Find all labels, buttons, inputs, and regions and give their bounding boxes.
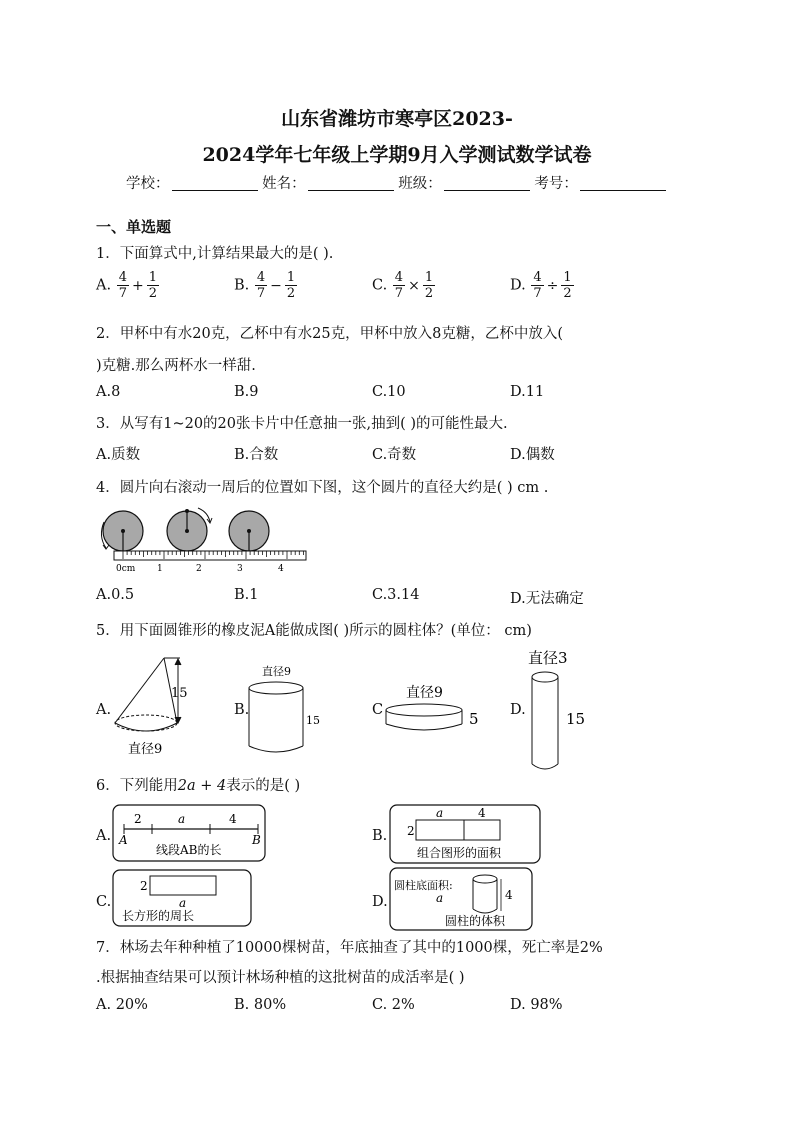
fraction: $\frac{4}{7}$ — [256, 270, 266, 301]
fraction: $\frac{1}{2}$ — [148, 270, 157, 301]
section-heading: 一、单选题 — [96, 218, 172, 236]
q6-option-a-figure — [112, 804, 268, 864]
q1-option-d[interactable]: D. $\frac{4}{7}$ ÷ $\frac{1}{2}$ — [510, 270, 572, 301]
fraction: $\frac{4}{7}$ — [533, 270, 542, 301]
svg-text:4: 4 — [229, 812, 237, 826]
class-field[interactable] — [444, 176, 530, 191]
q4-option-a[interactable]: A.0.5 — [96, 587, 135, 603]
q5-cylinder-b-figure — [244, 660, 326, 756]
svg-text:4: 4 — [505, 888, 513, 902]
rolling-disc-figure — [92, 500, 312, 578]
fraction: $\frac{1}{2}$ — [563, 270, 572, 301]
q5-cylinder-d-figure — [524, 646, 590, 774]
q6-b-caption: 组合图形的面积 — [417, 846, 502, 860]
q3-option-c[interactable]: C.奇数 — [372, 447, 417, 463]
q6-option-d-label[interactable]: D. — [372, 894, 388, 910]
cylinder-d-diameter: 直径3 — [528, 649, 568, 667]
q4-option-c[interactable]: C.3.14 — [372, 587, 420, 603]
svg-text:a: a — [178, 812, 186, 826]
exam-no-label: 考号： — [534, 176, 578, 192]
class-label: 班级： — [398, 176, 442, 192]
q1-option-c[interactable]: C. $\frac{4}{7}$ × $\frac{1}{2}$ — [372, 270, 434, 301]
school-label: 学校： — [126, 176, 170, 192]
ruler-label-0: 0cm — [116, 564, 136, 574]
q3-option-b[interactable]: B.合数 — [234, 447, 279, 463]
fraction: $\frac{4}{7}$ — [394, 270, 404, 301]
q6-a-caption: 线段AB的长 — [156, 843, 222, 857]
q6-option-b-label[interactable]: B. — [372, 828, 388, 844]
cylinder-c-diameter: 直径9 — [406, 685, 443, 701]
ruler-label-1: 1 — [157, 564, 163, 574]
q5-option-a-label[interactable]: A. — [96, 702, 112, 718]
svg-text:2: 2 — [134, 812, 142, 826]
q4-text: 4．圆片向右滚动一周后的位置如下图，这个圆片的直径大约是( ) cm . — [96, 480, 549, 496]
q6-expression: 2a + 4 — [177, 778, 227, 794]
q7-option-a[interactable]: A. 20% — [96, 997, 148, 1013]
q6-option-c-label[interactable]: C. — [96, 894, 112, 910]
fraction: $\frac{1}{2}$ — [424, 270, 434, 301]
svg-text:a: a — [436, 891, 444, 905]
q6-option-d-figure — [389, 867, 535, 933]
q6-text: 6．下列能用2a + 4表示的是( ) — [96, 778, 301, 794]
q5-cylinder-c-figure — [384, 680, 484, 740]
svg-text:a: a — [179, 896, 187, 910]
name-field[interactable] — [308, 176, 394, 191]
q1-text: 1．下面算式中,计算结果最大的是( ). — [96, 246, 334, 262]
ruler-label-4: 4 — [278, 564, 284, 574]
cone-diameter: 直径9 — [128, 742, 163, 757]
q3-text: 3．从写有1~20的20张卡片中任意抽一张,抽到( )的可能性最大. — [96, 416, 508, 432]
q7-option-d[interactable]: D. 98% — [510, 997, 563, 1013]
svg-text:2: 2 — [140, 879, 148, 893]
q2-option-c[interactable]: C.10 — [372, 384, 406, 400]
q3-option-a[interactable]: A.质数 — [96, 447, 141, 463]
svg-text:4: 4 — [478, 806, 486, 820]
info-line — [126, 172, 666, 193]
q4-option-d[interactable]: D.无法确定 — [510, 591, 584, 607]
svg-text:圆柱底面积:: 圆柱底面积: — [394, 879, 453, 892]
svg-text:A: A — [119, 833, 128, 847]
q5-option-c-label[interactable]: C — [372, 702, 384, 718]
svg-text:B: B — [252, 833, 261, 847]
school-field[interactable] — [172, 176, 258, 191]
title-line-1: 山东省潍坊市寒亭区2023- — [281, 108, 513, 130]
q7-text-line-2: .根据抽查结果可以预计林场种植的这批树苗的成活率是( ) — [96, 970, 465, 986]
cylinder-c-height: 5 — [469, 710, 479, 728]
cylinder-b-height: 15 — [306, 714, 320, 727]
q5-cone-figure — [106, 650, 202, 760]
q1-option-a[interactable]: A. $\frac{4}{7}$ + $\frac{1}{2}$ — [96, 270, 157, 301]
fraction: $\frac{4}{7}$ — [118, 270, 127, 301]
q5-text: 5．用下面圆锥形的橡皮泥A能做成图( )所示的圆柱体？(单位： cm) — [96, 623, 532, 639]
q7-option-b[interactable]: B. 80% — [234, 997, 287, 1013]
ruler-label-3: 3 — [237, 564, 243, 574]
q2-option-a[interactable]: A.8 — [96, 384, 121, 400]
q6-option-a-label[interactable]: A. — [96, 828, 112, 844]
q6-c-caption: 长方形的周长 — [122, 909, 195, 923]
name-label: 姓名： — [262, 176, 306, 192]
cylinder-b-diameter: 直径9 — [262, 665, 291, 678]
fraction: $\frac{1}{2}$ — [286, 270, 296, 301]
q5-option-d-label[interactable]: D. — [510, 702, 526, 718]
q6-option-c-figure — [112, 869, 254, 929]
ruler-label-2: 2 — [196, 564, 202, 574]
q4-option-b[interactable]: B.1 — [234, 587, 259, 603]
q1-option-b[interactable]: B. $\frac{4}{7}$ − $\frac{1}{2}$ — [234, 270, 296, 301]
exam-no-field[interactable] — [580, 176, 666, 191]
svg-text:a: a — [436, 806, 444, 820]
q7-option-c[interactable]: C. 2% — [372, 997, 415, 1013]
q2-text-line-1: 2．甲杯中有水20克，乙杯中有水25克，甲杯中放入8克糖，乙杯中放入( — [96, 326, 564, 342]
title-line-2: 2024学年七年级上学期9月入学测试数学试卷 — [202, 144, 592, 166]
q6-d-caption: 圆柱的体积 — [445, 914, 506, 928]
q2-option-d[interactable]: D.11 — [510, 384, 545, 400]
q6-option-b-figure — [389, 804, 543, 866]
svg-text:2: 2 — [407, 824, 415, 838]
cone-height: 15 — [171, 686, 188, 701]
q5-option-b-label[interactable]: B. — [234, 702, 250, 718]
cylinder-d-height: 15 — [566, 710, 586, 728]
q3-option-d[interactable]: D.偶数 — [510, 447, 555, 463]
q2-option-b[interactable]: B.9 — [234, 384, 259, 400]
ruler — [114, 551, 306, 560]
q2-text-line-2: )克糖.那么两杯水一样甜. — [96, 358, 256, 374]
q7-text-line-1: 7．林场去年种种植了10000棵树苗，年底抽查了其中的1000棵，死亡率是2% — [96, 940, 603, 956]
